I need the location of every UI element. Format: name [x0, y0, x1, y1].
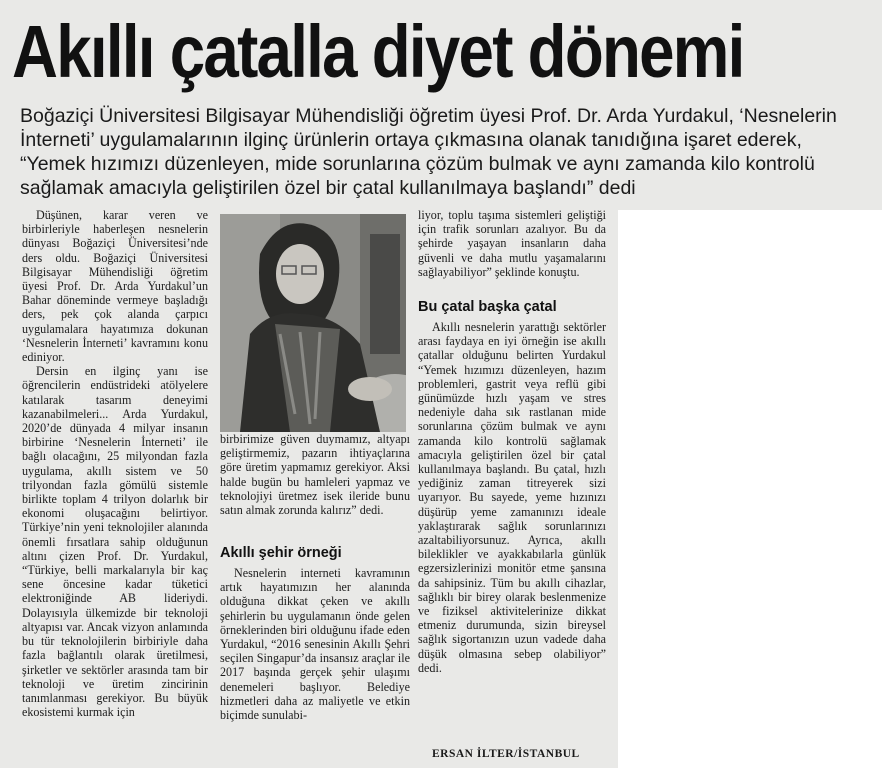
headline: Akıllı çatalla diyet dönemi	[12, 10, 744, 93]
subheading-smart-city: Akıllı şehir örneği	[220, 545, 342, 561]
lead-paragraph: Boğaziçi Üniversitesi Bilgisayar Mühendisliği öğretim üyesi Prof. Dr. Arda Yurdakul, ‘Nesnelerin İnterneti’ uygulamalarının ilginç ürünlerin ortaya çıkmasına olanak tanıdığına işaret ederek, “Yemek hızımızı düzenleyen, mide sorunlarına çözüm bulmak ve aynı zamanda kilo kontrolü sağlamak amacıyla geliştirilen özel bir çatal kullanılmaya başlandı” dedi	[20, 105, 837, 199]
byline: ERSAN İLTER/İSTANBUL	[432, 748, 580, 760]
column-3-bottom-text: Akıllı nesnelerin yarattığı sektörler arası faydaya en iyi örneğin ise akıllı çatallar olduğunu belirten Yurdakul “Yemek hızımızı düzenleyen, hazım problemleri, gastrit veya reflü gibi günümüzde hızlı yaşam ve stres nedeniyle daha sık rastlanan mide sorunlarına çözüm bulmak ve aynı zamanda kilo kontrolü sağlamak amacıyla geliştirilen özel bir çatal kullanılmaya başlandı. Bu çatal, hızlı yediğiniz zaman titreyerek sizi uyarıyor. Bu sayede, yeme hızınızı düşürüp yeme zamanınızı ideale yaklaştırarak sağlık sorunlarınızı azaltabiliyorsunuz. Ayrıca, akıllı bileklikler ve ayakkabılarla günlük egzersizlerinizi monitör etme şansına da sahipsiniz. Tüm bu akıllı cihazlar, sağlıklı bir birey olarak beslenmenize ve fiziksel aktivitelerinize dikkat etmeniz durumunda, sizin bireysel sağlık sigortanızın uzun vadede daha düşük olmasına sebep olabiliyor” dedi.	[418, 320, 606, 675]
column-1-paragraph-2: Dersin en ilginç yanı ise öğrencilerin endüstrideki atölyelere katılarak tasarım deneyimi kazanabilmeleri... Arda Yurdakul, 2020’de dünyada 4 milyar insanın birbirine ‘Nesnelerin İnterneti’ ile bağlı olacağını, 25 milyondan fazla uygulama, akıllı sistem ve 50 trilyondan fazla gömülü sistemle birlikte toplam 4 trilyon dolarlık bir ekonomi oluşacağını belirtiyor. Türkiye’nin yeni teknolojiler alanında önemli fırsatlara sahip olduğunun altını çizen Prof. Dr. Yurdakul, “Türkiye, belli markalarıyla bir kaç sene öncesine kadar tüketici elektroniğinde AB lideriydi. Dolayısıyla ülkemizde bir teknoloji altyapısı var. Ancak vizyon anlamında bu tür teknolojilerin birbiriyle daha fazla bağlantılı olarak üretilmesi, şirketler ve sektörler arasında tam bir teknoloji ve üretim zincirinin tanımlanması gerekiyor. Bu büyük ekosistemi kurmak için	[22, 364, 208, 720]
blank-area	[618, 210, 882, 768]
portrait-photo-icon	[220, 214, 406, 432]
column-2-bottom	[220, 566, 410, 722]
column-2-top-text: birbirimize güven duymamız, altyapı geliştirmemiz, pazarın ihtiyaçlarına göre üretim yapmamız gerekiyor. Aksi halde bugün bu hamleleri yapmaz ve teknolojiyi üretmez isek ileride bunu satın almak zorunda kalırız” dedi.	[220, 432, 410, 518]
column-1-paragraph-1: Düşünen, karar veren ve birbirleriyle haberleşen nesnelerin dünyası Boğaziçi Üniversitesi’nde ders oldu. Boğaziçi Üniversitesi Bilgisayar Mühendisliği öğretim üyesi Prof. Dr. Arda Yurdakul’un Bahar döneminde vermeye başladığı ders, pek çok alanda çarpıcı uygulamalara hayatımıza dokunan ‘Nesnelerin İnterneti’ kavramını konu ediniyor.	[22, 208, 208, 365]
subheading-smart-fork: Bu çatal başka çatal	[418, 299, 557, 315]
column-3-bottom	[418, 320, 606, 675]
column-1	[22, 208, 208, 719]
column-2-top	[220, 432, 410, 517]
portrait-photo	[220, 214, 406, 432]
column-2-bottom-text: Nesnelerin interneti kavramının artık hayatımızın her alanında olduğuna dikkat çeken ve akıllı şehirlerin bu uygulamanın önde gelen örneklerinden biri olduğunu ifade eden Yurdakul, “2016 senesinin Akıllı Şehri seçilen Singapur’da insansız araçlar ile 2017 başında gerçek şehir ulaşımı denemeleri başlıyor. Belediye hizmetleri daha az maliyetle ve etkin biçimde sunulabi-	[220, 566, 410, 723]
column-3-top-text: liyor, toplu taşıma sistemleri geliştiği için trafik sorunları azalıyor. Bu da şehirde yaşayan insanların daha güvenli ve daha mutlu yaşamalarını sağlayabiliyor” şeklinde konuştu.	[418, 208, 606, 279]
column-3-top	[418, 208, 606, 279]
